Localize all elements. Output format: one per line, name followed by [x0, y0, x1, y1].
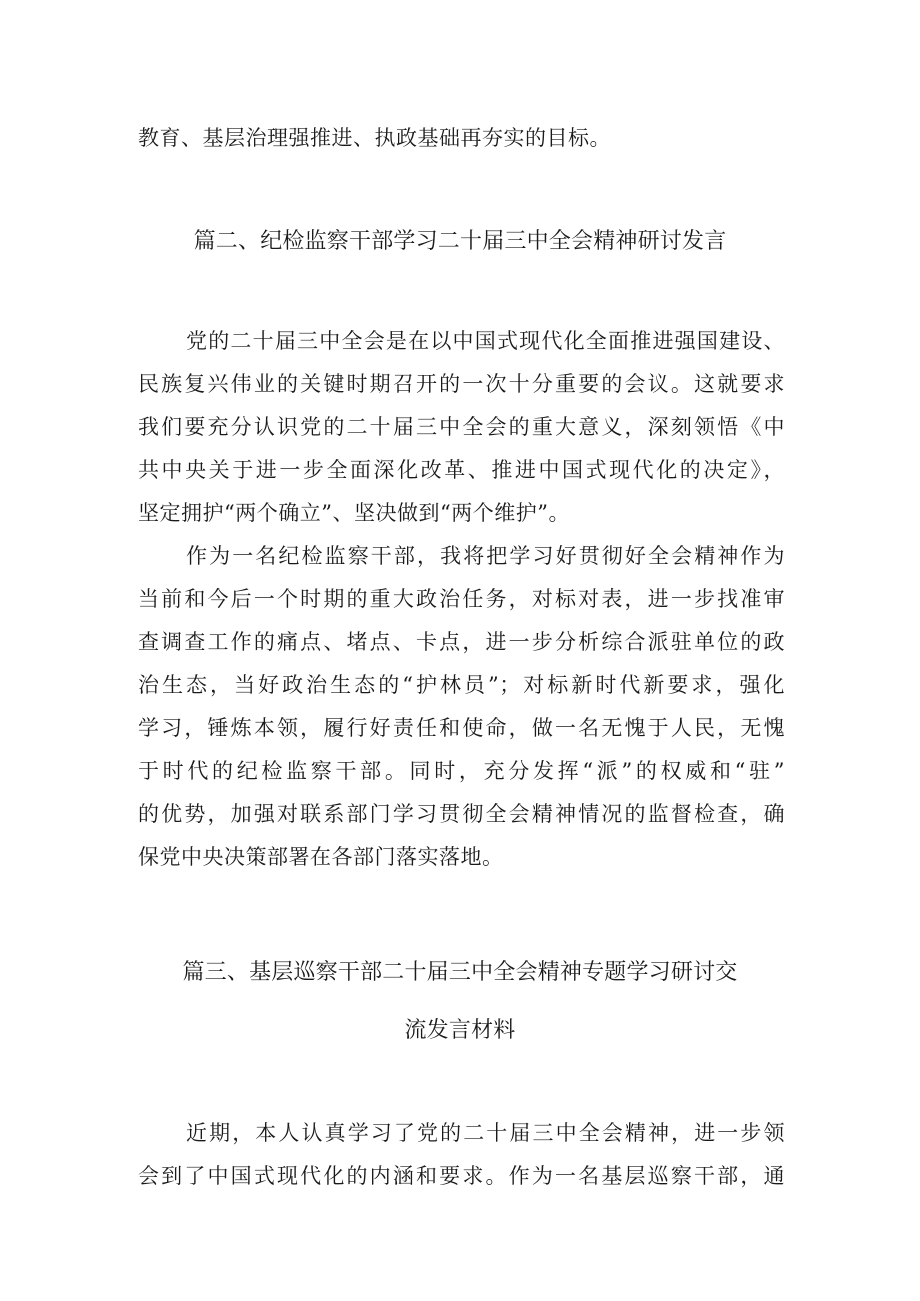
paragraph-line: 作为一名纪检监察干部，我将把学习好贯彻好全会精神作为 — [186, 544, 785, 568]
paragraph-line: 我们要充分认识党的二十届三中全会的重大意义，深刻领悟《中 — [138, 415, 785, 439]
paragraph-line: 当前和今后一个时期的重大政治任务，对标对表，进一步找准审 — [138, 587, 785, 611]
paragraph-line: 学习，锤炼本领，履行好责任和使命，做一名无愧于人民，无愧 — [138, 716, 785, 740]
paragraph-line: 于时代的纪检监察干部。同时，充分发挥“派”的权威和“驻” — [138, 759, 785, 783]
paragraph-line: 共中央关于进一步全面深化改革、推进中国式现代化的决定》， — [138, 458, 785, 482]
paragraph-line: 近期，本人认真学习了党的二十届三中全会精神，进一步领 — [186, 1121, 785, 1145]
paragraph-line: 坚定拥护“两个确立”、坚决做到“两个维护”。 — [138, 501, 570, 525]
section-heading-3-line-1: 篇三、基层巡察干部二十届三中全会精神专题学习研讨交 — [182, 960, 738, 985]
section-heading-3-line-2: 流发言材料 — [404, 1018, 516, 1043]
paragraph-line: 的优势，加强对联系部门学习贯彻全会精神情况的监督检查，确 — [138, 802, 785, 826]
paragraph-line: 党的二十届三中全会是在以中国式现代化全面推进强国建设、 — [186, 329, 785, 353]
paragraph-line: 保党中央决策部署在各部门落实落地。 — [138, 845, 504, 869]
paragraph-line: 民族复兴伟业的关键时期召开的一次十分重要的会议。这就要求 — [138, 372, 785, 396]
paragraph-line: 查调查工作的痛点、堵点、卡点，进一步分析综合派驻单位的政 — [138, 630, 785, 654]
section-heading-2: 篇二、纪检监察干部学习二十届三中全会精神研讨发言 — [193, 229, 727, 254]
paragraph-line: 教育、基层治理强推进、执政基础再夯实的目标。 — [138, 126, 611, 150]
paragraph-line: 会到了中国式现代化的内涵和要求。作为一名基层巡察干部，通 — [138, 1164, 785, 1188]
paragraph-line: 治生态，当好政治生态的“护林员”；对标新时代新要求，强化 — [138, 673, 785, 697]
